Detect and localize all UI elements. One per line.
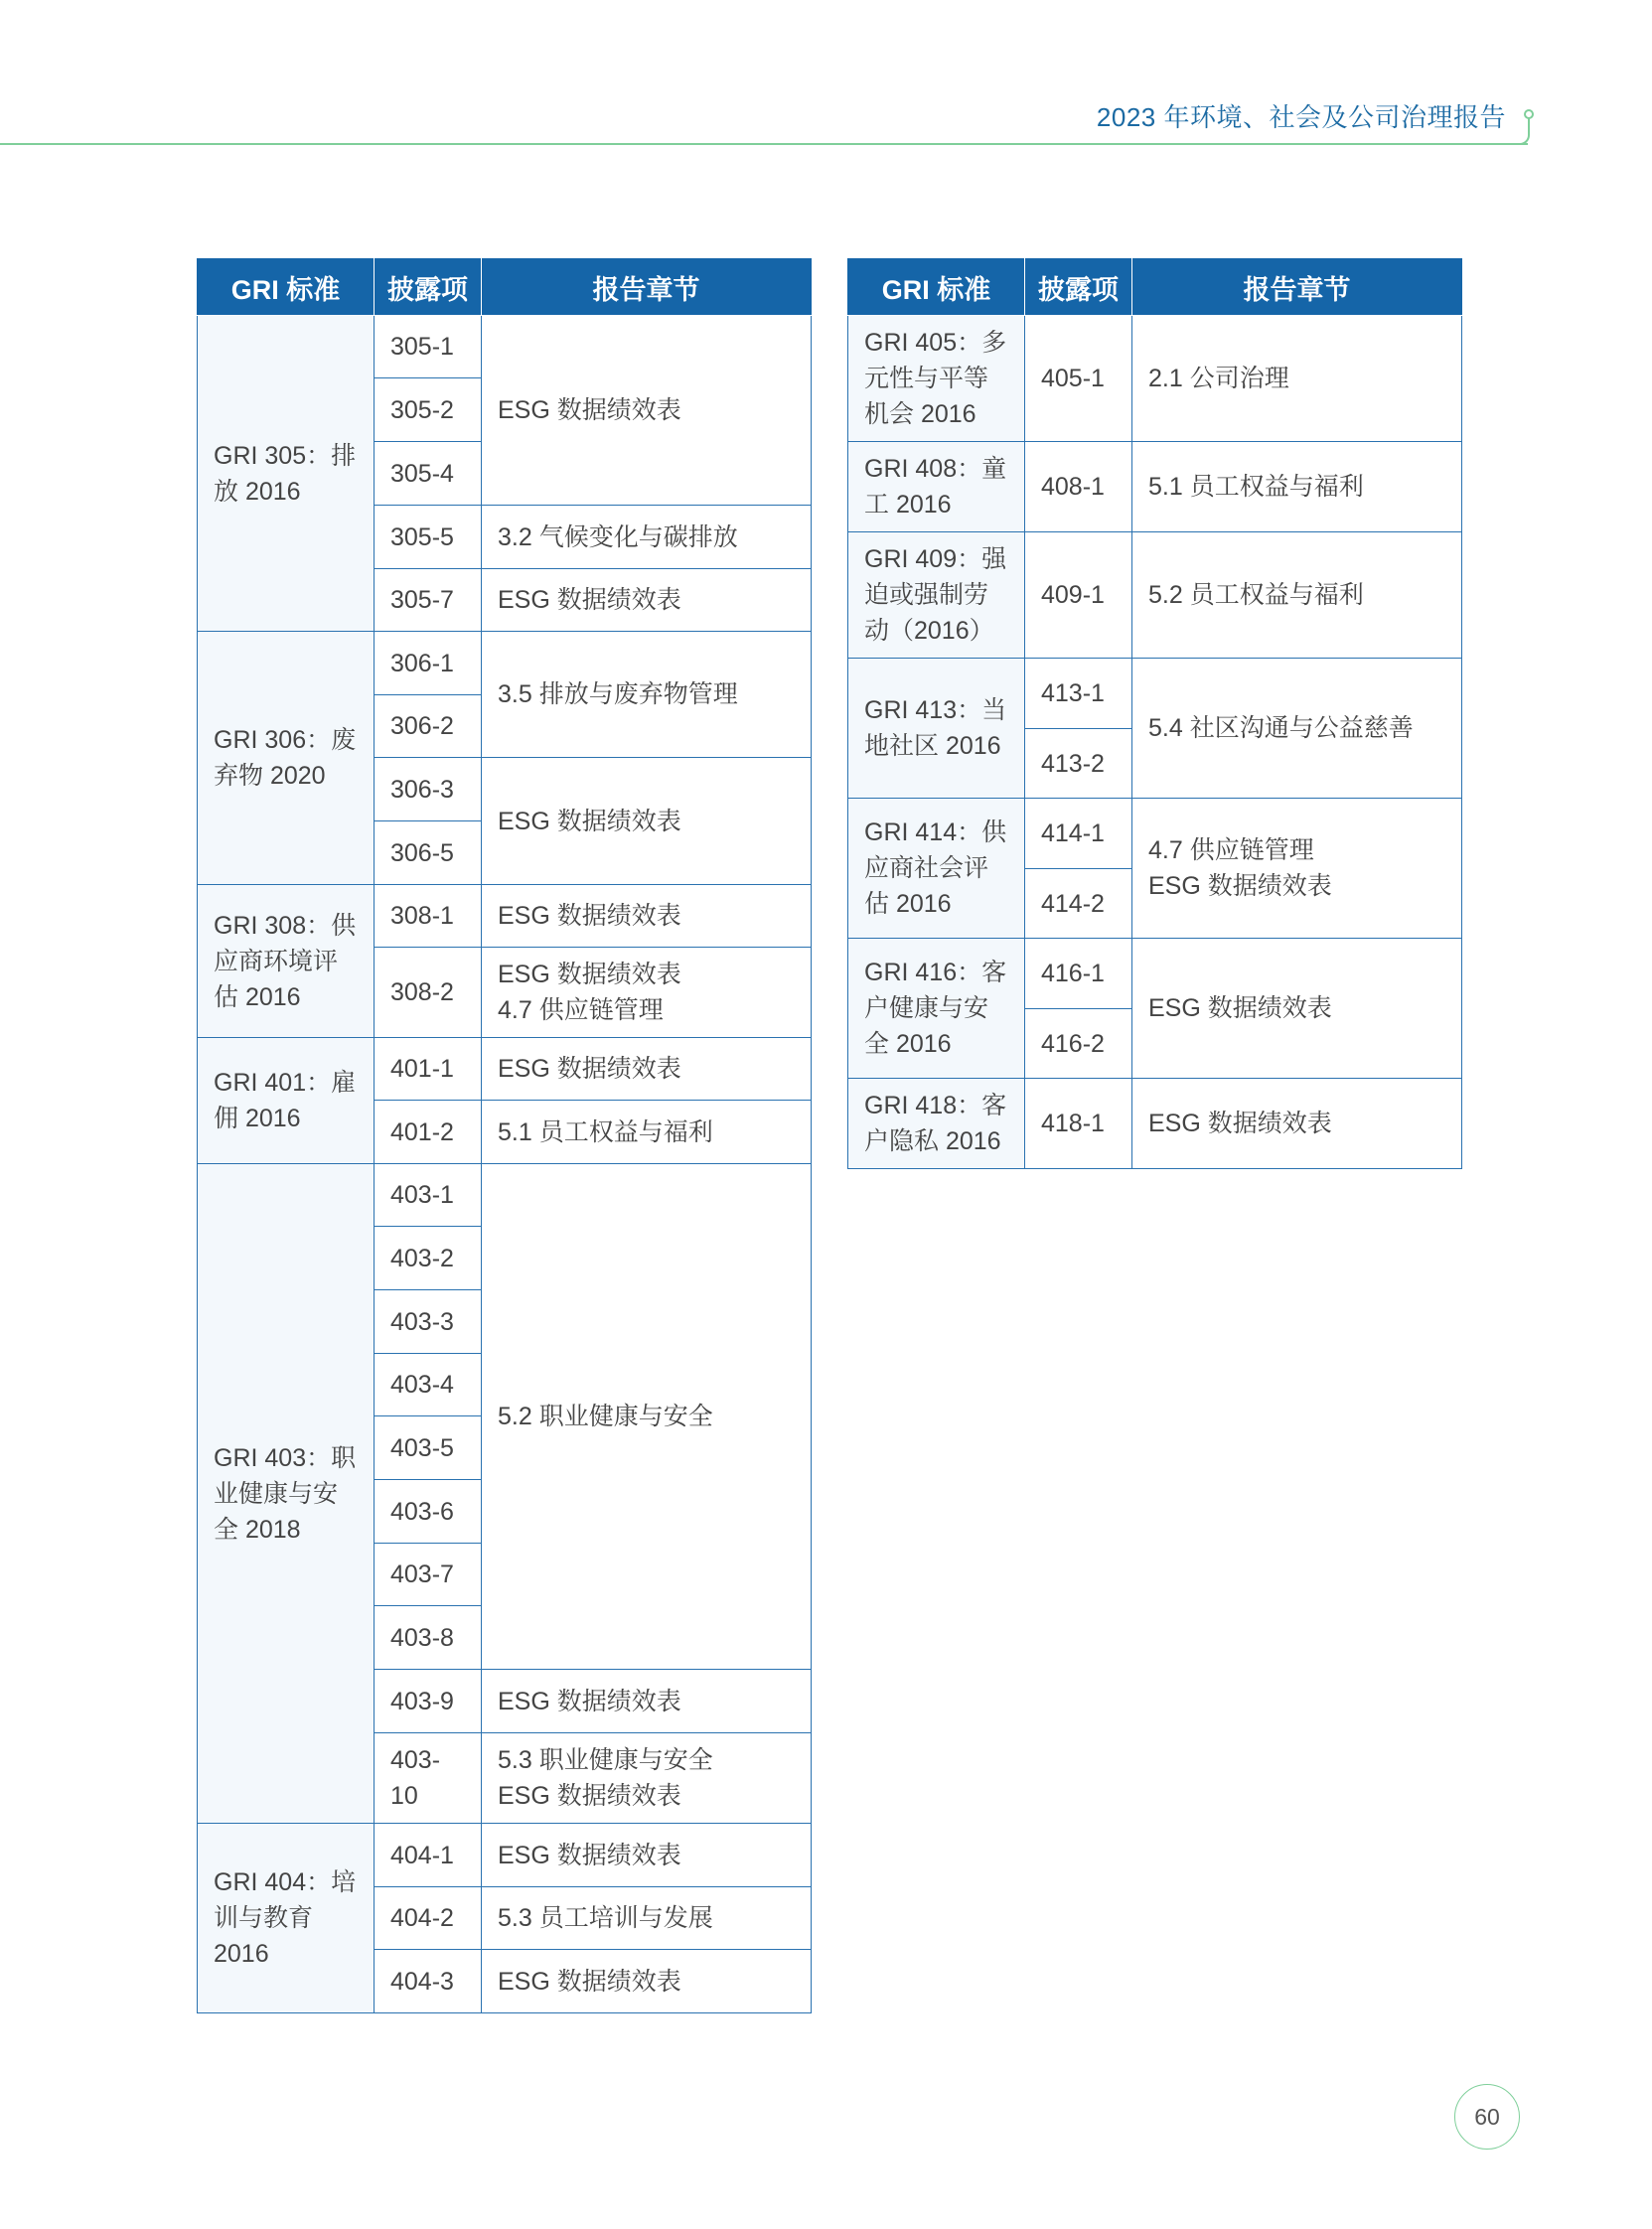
section-line: ESG 数据绩效表 — [1148, 872, 1332, 900]
gri-standard-cell: GRI 306：废弃物 2020 — [198, 632, 375, 885]
table-row — [848, 799, 1462, 869]
table-row — [848, 1079, 1462, 1169]
disclosure-cell: 403-10 — [375, 1733, 482, 1824]
section-cell — [482, 1733, 812, 1824]
disclosure-cell: 403-1 — [375, 1164, 482, 1227]
section-line: ESG 数据绩效表 — [498, 1782, 681, 1810]
table-header-row — [848, 259, 1462, 316]
section-cell: ESG 数据绩效表 — [482, 885, 812, 948]
col-header-standard: GRI 标准 — [848, 259, 1025, 316]
section-cell: 5.4 社区沟通与公益慈善 — [1132, 659, 1462, 799]
disclosure-cell: 416-1 — [1025, 939, 1132, 1009]
disclosure-cell: 403-9 — [375, 1670, 482, 1733]
page-number: 60 — [1454, 2084, 1520, 2150]
section-cell: 5.3 员工培训与发展 — [482, 1887, 812, 1950]
disclosure-cell: 403-2 — [375, 1227, 482, 1290]
disclosure-cell: 408-1 — [1025, 442, 1132, 532]
disclosure-cell: 409-1 — [1025, 532, 1132, 659]
disclosure-cell: 305-2 — [375, 378, 482, 442]
gri-standard-cell: GRI 405：多元性与平等机会 2016 — [848, 316, 1025, 442]
gri-standard-cell: GRI 416：客户健康与安全 2016 — [848, 939, 1025, 1079]
disclosure-cell: 308-1 — [375, 885, 482, 948]
section-cell: ESG 数据绩效表 — [482, 569, 812, 632]
gri-standard-cell: GRI 404：培训与教育 2016 — [198, 1824, 375, 2013]
section-cell: 5.2 员工权益与福利 — [1132, 532, 1462, 659]
disclosure-cell: 414-2 — [1025, 869, 1132, 939]
table-row — [198, 316, 812, 378]
disclosure-cell: 306-5 — [375, 821, 482, 885]
col-header-section: 报告章节 — [482, 259, 812, 316]
section-cell: ESG 数据绩效表 — [482, 1038, 812, 1101]
disclosure-cell: 403-6 — [375, 1480, 482, 1544]
section-cell: ESG 数据绩效表 — [1132, 939, 1462, 1079]
disclosure-cell: 403-8 — [375, 1606, 482, 1670]
disclosure-cell: 413-2 — [1025, 729, 1132, 799]
disclosure-cell: 405-1 — [1025, 316, 1132, 442]
table-row — [848, 532, 1462, 659]
header-divider — [0, 143, 1528, 145]
disclosure-cell: 413-1 — [1025, 659, 1132, 729]
section-cell: 3.2 气候变化与碳排放 — [482, 506, 812, 569]
col-header-standard: GRI 标准 — [198, 259, 375, 316]
gri-index-table-left — [197, 258, 812, 2013]
table-row — [198, 1038, 812, 1101]
table-row — [198, 1164, 812, 1227]
section-cell: ESG 数据绩效表 — [482, 758, 812, 885]
disclosure-cell: 414-1 — [1025, 799, 1132, 869]
table-row — [848, 442, 1462, 532]
disclosure-cell: 308-2 — [375, 948, 482, 1038]
disclosure-cell: 418-1 — [1025, 1079, 1132, 1169]
disclosure-cell: 403-5 — [375, 1416, 482, 1480]
disclosure-cell: 403-7 — [375, 1544, 482, 1606]
section-line: ESG 数据绩效表 — [498, 961, 681, 988]
disclosure-cell: 416-2 — [1025, 1009, 1132, 1079]
section-cell: ESG 数据绩效表 — [482, 1670, 812, 1733]
disclosure-cell: 306-1 — [375, 632, 482, 695]
disclosure-cell: 401-2 — [375, 1101, 482, 1164]
section-cell: 5.1 员工权益与福利 — [1132, 442, 1462, 532]
table-row — [848, 316, 1462, 442]
table-row — [198, 632, 812, 695]
disclosure-cell: 305-1 — [375, 316, 482, 378]
table-header-row — [198, 259, 812, 316]
section-cell: 5.2 职业健康与安全 — [482, 1164, 812, 1670]
section-cell: 3.5 排放与废弃物管理 — [482, 632, 812, 758]
gri-standard-cell: GRI 413：当地社区 2016 — [848, 659, 1025, 799]
disclosure-cell: 403-4 — [375, 1354, 482, 1416]
disclosure-cell: 306-3 — [375, 758, 482, 821]
table-row — [198, 885, 812, 948]
disclosure-cell: 305-5 — [375, 506, 482, 569]
gri-standard-cell: GRI 403：职业健康与安全 2018 — [198, 1164, 375, 1824]
disclosure-cell: 305-7 — [375, 569, 482, 632]
disclosure-cell: 403-3 — [375, 1290, 482, 1354]
gri-standard-cell: GRI 418：客户隐私 2016 — [848, 1079, 1025, 1169]
gri-standard-cell: GRI 408：童工 2016 — [848, 442, 1025, 532]
table-row — [848, 659, 1462, 729]
table-row — [848, 939, 1462, 1009]
disclosure-cell: 306-2 — [375, 695, 482, 758]
col-header-disclosure: 披露项 — [1025, 259, 1132, 316]
section-cell: ESG 数据绩效表 — [482, 1824, 812, 1887]
section-cell: 2.1 公司治理 — [1132, 316, 1462, 442]
section-line: 4.7 供应链管理 — [1148, 836, 1314, 864]
disclosure-cell: 404-3 — [375, 1950, 482, 2013]
gri-standard-cell: GRI 414：供应商社会评估 2016 — [848, 799, 1025, 939]
disclosure-cell: 404-2 — [375, 1887, 482, 1950]
section-cell — [482, 948, 812, 1038]
section-line: 4.7 供应链管理 — [498, 996, 664, 1024]
report-title: 2023 年环境、社会及公司治理报告 — [1096, 102, 1506, 132]
section-cell: ESG 数据绩效表 — [482, 1950, 812, 2013]
gri-index-table-right — [847, 258, 1462, 1169]
section-cell: ESG 数据绩效表 — [1132, 1079, 1462, 1169]
section-line: 5.3 职业健康与安全 — [498, 1746, 713, 1774]
gri-standard-cell: GRI 305：排放 2016 — [198, 316, 375, 632]
section-cell: 5.1 员工权益与福利 — [482, 1101, 812, 1164]
section-cell: ESG 数据绩效表 — [482, 316, 812, 506]
col-header-section: 报告章节 — [1132, 259, 1462, 316]
disclosure-cell: 401-1 — [375, 1038, 482, 1101]
disclosure-cell: 404-1 — [375, 1824, 482, 1887]
col-header-disclosure: 披露项 — [375, 259, 482, 316]
gri-standard-cell: GRI 401：雇佣 2016 — [198, 1038, 375, 1164]
table-row — [198, 1824, 812, 1887]
gri-standard-cell: GRI 308：供应商环境评估 2016 — [198, 885, 375, 1038]
header-dot-decoration — [1524, 109, 1534, 119]
gri-standard-cell: GRI 409：强迫或强制劳动（2016） — [848, 532, 1025, 659]
disclosure-cell: 305-4 — [375, 442, 482, 506]
section-cell — [1132, 799, 1462, 939]
